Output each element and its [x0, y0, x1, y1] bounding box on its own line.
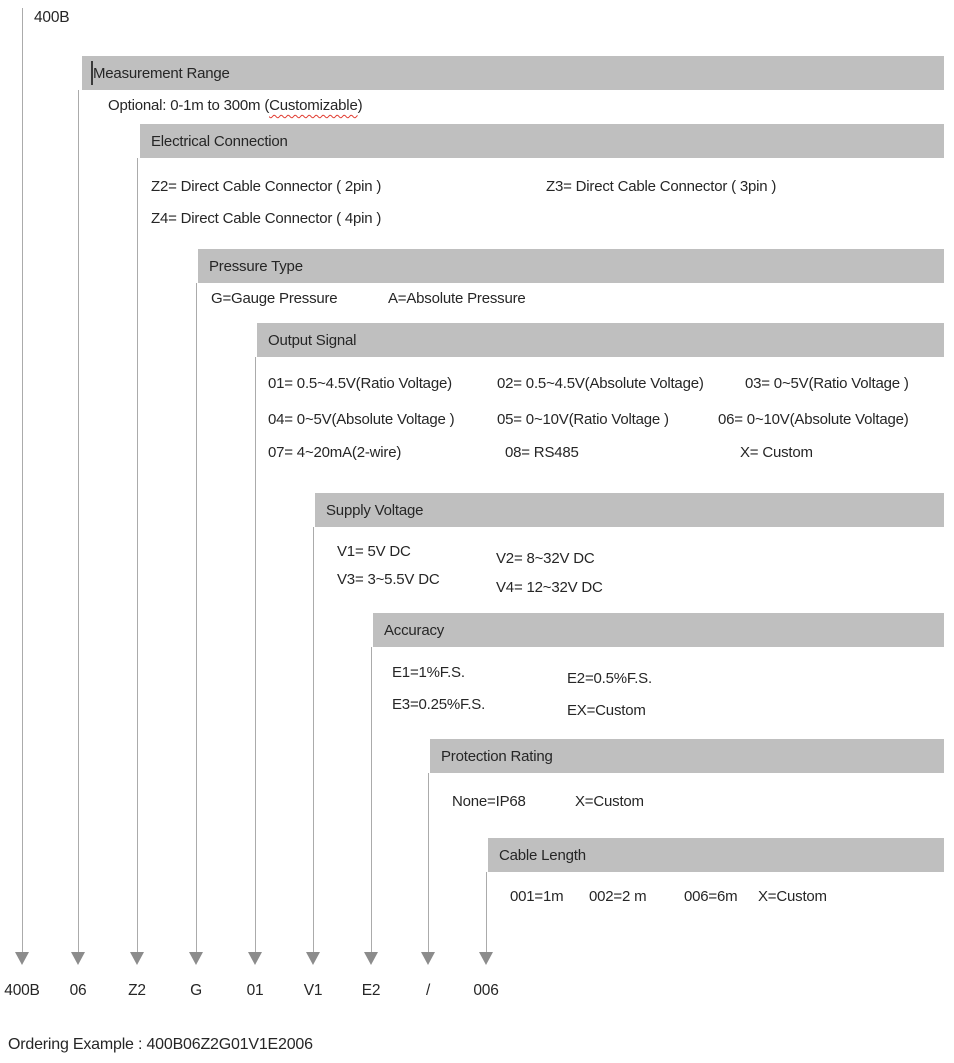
option-item-06: 06= 0~10V(Absolute Voltage)	[718, 411, 909, 428]
measurement-range-option	[108, 97, 362, 114]
option-item-02: 02= 0.5~4.5V(Absolute Voltage)	[497, 375, 704, 392]
section-title: Electrical Connection	[151, 132, 288, 150]
arrow-down-icon	[421, 952, 435, 965]
option-item-07: 07= 4~20mA(2-wire)	[268, 444, 402, 461]
code-label-400b: 400B	[4, 982, 40, 999]
arrow-down-icon	[189, 952, 203, 965]
section-header-pressure-type	[198, 249, 944, 283]
section-header-protection-rating	[430, 739, 944, 773]
arrow-down-icon	[71, 952, 85, 965]
section-title: Output Signal	[268, 331, 357, 349]
option-item-z3: Z3= Direct Cable Connector ( 3pin )	[546, 178, 777, 195]
arrow-down-icon	[130, 952, 144, 965]
code-label-slash: /	[425, 982, 431, 999]
code-label-z2: Z2	[128, 982, 146, 999]
section-title: Pressure Type	[209, 257, 303, 275]
option-item-x: X= Custom	[740, 444, 813, 461]
code-label-e2: E2	[361, 982, 381, 999]
option-item-none: None=IP68	[452, 793, 526, 810]
option-item-006: 006=6m	[684, 888, 738, 905]
section-header-cable-length	[488, 838, 944, 872]
arrow-down-icon	[248, 952, 262, 965]
option-text: Optional: 0-1m to 300m (	[108, 97, 270, 114]
section-header-measurement-range	[82, 56, 944, 90]
connector-line-supply-voltage	[313, 527, 314, 952]
section-title: Measurement Range	[93, 64, 230, 82]
ordering-example: Ordering Example : 400B06Z2G01V1E2006	[8, 1036, 313, 1053]
option-item-e2: E2=0.5%F.S.	[567, 670, 652, 687]
option-customizable-text: Customizable	[269, 97, 358, 114]
option-item-e3: E3=0.25%F.S.	[392, 696, 486, 713]
option-item-x-custom-cable: X=Custom	[758, 888, 827, 905]
option-item-gauge: G=Gauge Pressure	[211, 290, 338, 307]
option-item-002: 002=2 m	[589, 888, 647, 905]
connector-line-accuracy	[371, 647, 372, 952]
option-item-v2: V2= 8~32V DC	[496, 550, 595, 567]
section-header-electrical-connection	[140, 124, 944, 158]
option-item-08: 08= RS485	[505, 444, 579, 461]
option-item-01: 01= 0.5~4.5V(Ratio Voltage)	[268, 375, 452, 392]
arrow-down-icon	[15, 952, 29, 965]
option-item-05: 05= 0~10V(Ratio Voltage )	[497, 411, 669, 428]
option-item-v1: V1= 5V DC	[337, 543, 411, 560]
text-caret	[91, 61, 93, 85]
option-item-v3: V3= 3~5.5V DC	[337, 571, 440, 588]
section-title: Protection Rating	[441, 747, 553, 765]
connector-line-measurement-range	[78, 90, 79, 952]
option-item-03: 03= 0~5V(Ratio Voltage )	[745, 375, 909, 392]
connector-line-electrical-connection	[137, 158, 138, 952]
code-label-01: 01	[246, 982, 264, 999]
connector-line-protection-rating	[428, 773, 429, 952]
arrow-down-icon	[479, 952, 493, 965]
section-header-supply-voltage	[315, 493, 944, 527]
section-title: Accuracy	[384, 621, 445, 639]
option-text-suffix: )	[357, 97, 363, 114]
section-header-accuracy	[373, 613, 944, 647]
product-code: 400B	[34, 9, 70, 26]
connector-line-pressure-type	[196, 283, 197, 952]
option-item-x-custom: X=Custom	[575, 793, 644, 810]
arrow-down-icon	[306, 952, 320, 965]
connector-line-output-signal	[255, 357, 256, 952]
option-item-z2: Z2= Direct Cable Connector ( 2pin )	[151, 178, 382, 195]
connector-line-400b	[22, 8, 23, 952]
section-header-output-signal	[257, 323, 944, 357]
section-title: Cable Length	[499, 846, 586, 864]
code-label-006: 006	[473, 982, 499, 999]
option-item-001: 001=1m	[510, 888, 564, 905]
option-item-v4: V4= 12~32V DC	[496, 579, 603, 596]
option-item-e1: E1=1%F.S.	[392, 664, 465, 681]
option-item-04: 04= 0~5V(Absolute Voltage )	[268, 411, 455, 428]
option-item-ex: EX=Custom	[567, 702, 646, 719]
code-label-g: G	[190, 982, 202, 999]
arrow-down-icon	[364, 952, 378, 965]
option-item-z4: Z4= Direct Cable Connector ( 4pin )	[151, 210, 382, 227]
option-item-absolute: A=Absolute Pressure	[388, 290, 526, 307]
connector-line-cable-length	[486, 872, 487, 952]
code-label-v1: V1	[303, 982, 323, 999]
section-title: Supply Voltage	[326, 501, 424, 519]
code-label-06: 06	[69, 982, 87, 999]
